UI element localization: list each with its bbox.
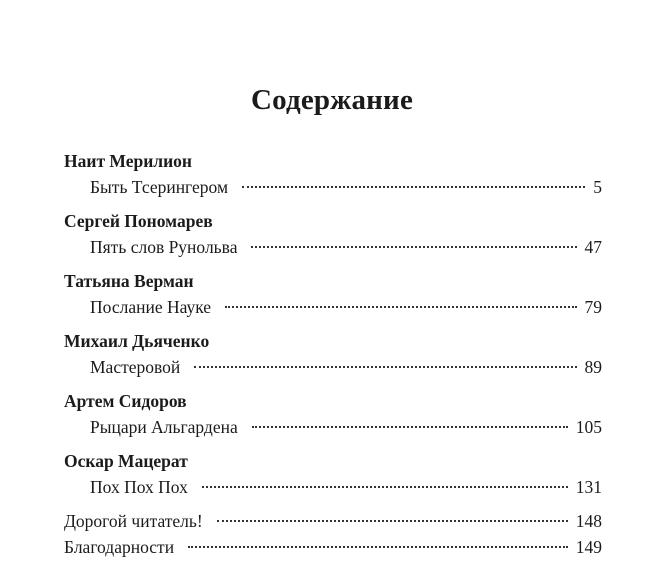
entry-page-number: 105 [575, 417, 602, 437]
dot-leader [242, 186, 585, 188]
toc-extras [64, 508, 602, 560]
table-of-contents [64, 148, 602, 560]
entry-page-number: 131 [575, 477, 602, 497]
toc-entry [64, 148, 602, 200]
toc-item[interactable] [64, 534, 602, 560]
dot-leader [217, 520, 568, 522]
toc-item[interactable] [64, 174, 602, 200]
entry-page-number: 89 [584, 357, 602, 377]
toc-entry [64, 448, 602, 500]
entry-author: Михаил Дьяченко [64, 331, 210, 351]
entry-title: Быть Тсерингером [90, 177, 229, 197]
entry-author: Наит Мерилион [64, 151, 193, 171]
entry-title: Пох Пох Пох [90, 477, 188, 497]
entry-title: Послание Науке [90, 297, 212, 317]
toc-item[interactable] [64, 414, 602, 440]
dot-leader [251, 246, 576, 248]
extra-page-number: 148 [575, 511, 602, 531]
toc-entry [64, 388, 602, 440]
toc-entry [64, 208, 602, 260]
toc-entry [64, 268, 602, 320]
entry-author: Сергей Пономарев [64, 211, 213, 231]
extra-title: Дорогой читатель! [64, 511, 203, 531]
entry-title: Рыцари Альгардена [90, 417, 238, 437]
toc-item[interactable] [64, 234, 602, 260]
entry-author: Артем Сидоров [64, 391, 187, 411]
entry-title: Мастеровой [90, 357, 181, 377]
entry-page-number: 79 [584, 297, 602, 317]
toc-item[interactable] [64, 294, 602, 320]
toc-entry [64, 328, 602, 380]
entry-author: Оскар Мацерат [64, 451, 188, 471]
toc-item[interactable] [64, 474, 602, 500]
entry-title: Пять слов Рунольва [90, 237, 238, 257]
extra-page-number: 149 [575, 537, 602, 557]
toc-item[interactable] [64, 354, 602, 380]
entry-page-number: 47 [584, 237, 602, 257]
dot-leader [194, 366, 576, 368]
entry-author: Татьяна Верман [64, 271, 194, 291]
dot-leader [225, 306, 576, 308]
toc-item[interactable] [64, 508, 602, 534]
dot-leader [202, 486, 568, 488]
entry-page-number: 5 [593, 177, 602, 197]
page-title: Содержание [250, 84, 414, 116]
dot-leader [188, 546, 568, 548]
extra-title: Благодарности [64, 537, 175, 557]
dot-leader [252, 426, 568, 428]
